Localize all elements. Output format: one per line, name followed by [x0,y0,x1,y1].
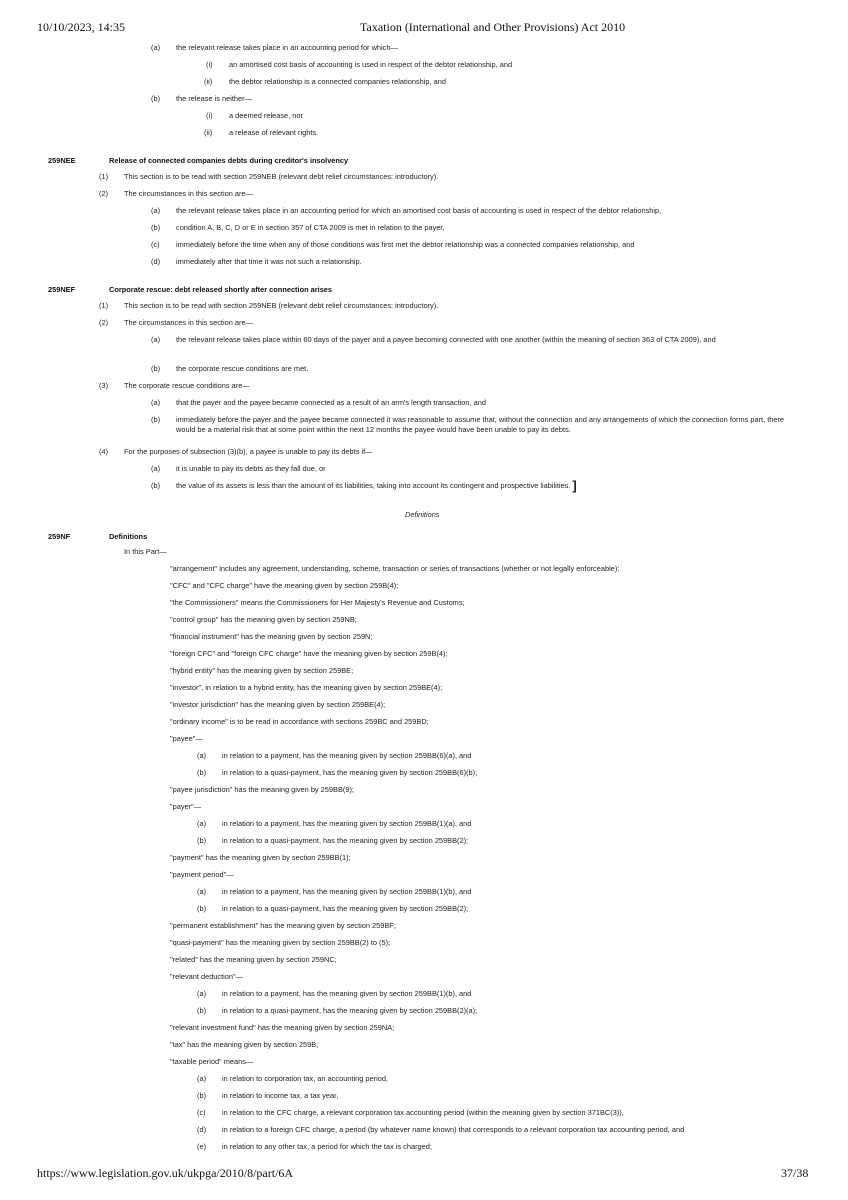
list-num: (b) [197,1006,207,1015]
list-num: (b) [197,768,207,777]
list-num: (a) [197,751,207,760]
subsection-text: The circumstances in this section are— [124,318,253,327]
subsection-num: (2) [99,189,109,198]
list-num: (i) [206,60,213,69]
list-text: the relevant release takes place in an accounting period for which an amortised cost basis of accounting is used in respect of the debtor relationship, [176,206,662,215]
list-text: in relation to the CFC charge, a relevant corporation tax accounting period (within the meaning given by section 371BC(3)), [222,1108,624,1117]
subsection-text: The corporate rescue conditions are— [124,381,250,390]
definition: "payment period"— [170,870,234,879]
page-number: 37/38 [781,1166,809,1180]
subsection-text: This section is to be read with section 259NEB (relevant debt relief circumstances: introductory). [124,301,439,310]
subsection-num: (1) [99,172,109,181]
list-num: (a) [151,43,161,52]
list-text: in relation to corporation tax, an accounting period, [222,1074,388,1083]
list-text: in relation to a quasi-payment, has the meaning given by section 259BB(2)(a); [222,1006,478,1015]
list-text: condition A, B, C, D or E in section 357 of CTA 2009 is met in relation to the payer, [176,223,445,232]
list-text: in relation to a quasi-payment, has the meaning given by section 259BB(6)(b); [222,768,478,777]
list-num: (b) [151,223,161,232]
definition: "taxable period" means— [170,1057,254,1066]
list-num: (a) [197,887,207,896]
section-title: Corporate rescue: debt released shortly after connection arises [109,285,333,294]
subsection-text: For the purposes of subsection (3)(b), a payee is unable to pay its debts if— [124,447,373,456]
list-num: (c) [151,240,160,249]
list-text: a release of relevant rights. [229,128,319,137]
definition: "payee jurisdiction" has the meaning given by 259BB(9); [170,785,354,794]
crossheading: Definitions [405,510,440,519]
list-text: in relation to a quasi-payment, has the meaning given by section 259BB(2); [222,836,469,845]
subsection-num: (2) [99,318,109,327]
list-num: (b) [197,904,207,913]
subsection-num: (3) [99,381,109,390]
list-num: (a) [197,1074,207,1083]
section-number: 259NEE [48,156,76,165]
definition: "related" has the meaning given by section 259NC; [170,955,337,964]
list-text: the corporate rescue conditions are met. [176,364,309,373]
list-text: the relevant release takes place within 60 days of the payer and a payee becoming connected with one another (within the meaning of section 363 of CTA 2009), and [176,335,716,344]
print-datetime: 10/10/2023, 14:35 [37,20,126,34]
section-title: Definitions [109,532,148,541]
definition: "arrangement" includes any agreement, understanding, scheme, transaction or series of transactions (whether or not legally enforceable); [170,564,620,573]
list-text: in relation to a foreign CFC charge, a period (by whatever name known) that corresponds to a relevant corporation tax accounting period, and [222,1125,685,1134]
list-num: (b) [197,1091,207,1100]
definition: "relevant investment fund" has the meaning given by section 259NA; [170,1023,395,1032]
definition: "financial instrument" has the meaning given by section 259N; [170,632,373,641]
list-text: an amortised cost basis of accounting is used in respect of the debtor relationship, and [229,60,513,69]
section-number: 259NF [48,532,71,541]
page-url[interactable]: https://www.legislation.gov.uk/ukpga/2010/8/part/6A [37,1166,294,1180]
list-num: (c) [197,1108,206,1117]
page-title: Taxation (International and Other Provisions) Act 2010 [360,20,626,34]
list-text: the debtor relationship is a connected companies relationship, and [229,77,446,86]
list-text: in relation to a payment, has the meaning given by section 259BB(1)(a), and [222,819,472,828]
subsection-text: This section is to be read with section 259NEB (relevant debt relief circumstances: introductory). [124,172,439,181]
list-text: that the payer and the payee became connected as a result of an arm's length transaction, and [176,398,486,407]
section-title: Release of connected companies debts during creditor's insolvency [109,156,349,165]
list-num: (b) [151,94,161,103]
definition: "payer"— [170,802,202,811]
list-num: (d) [197,1125,207,1134]
list-num: (b) [197,836,207,845]
list-num: (a) [151,206,161,215]
list-text-with-bracket [176,478,577,493]
list-text: in relation to a payment, has the meaning given by section 259BB(6)(a), and [222,751,472,760]
list-num: (b) [151,415,161,424]
definition: "foreign CFC" and "foreign CFC charge" have the meaning given by section 259B(4); [170,649,448,658]
list-text: immediately before the time when any of those conditions was first met the debtor relationship was a connected companies relationship, and [176,240,635,249]
list-text: it is unable to pay its debts as they fall due, or [176,464,326,473]
subsection-num: (4) [99,447,109,456]
definition: "payee"— [170,734,203,743]
amendment-close-bracket: ] [572,478,577,493]
list-num: (b) [151,364,161,373]
list-num: (a) [151,335,161,344]
definition: "investor jurisdiction" has the meaning given by section 259BE(4); [170,700,386,709]
definition: "the Commissioners" means the Commissioners for Her Majesty's Revenue and Customs; [170,598,465,607]
list-num: (ii) [204,128,213,137]
list-num: (a) [197,989,207,998]
subsection-num: (1) [99,301,109,310]
list-text: a deemed release, nor [229,111,303,120]
definition: "hybrid entity" has the meaning given by section 259BE; [170,666,354,675]
list-num: (a) [197,819,207,828]
list-num: (ii) [204,77,213,86]
definition: "payment" has the meaning given by section 259BB(1); [170,853,351,862]
definition: "control group" has the meaning given by section 259NB; [170,615,357,624]
list-text: immediately before the payer and the payee became connected it was reasonable to assume that, without the connection and any arrangements of which the connection forms part, there would be a material risk that at some point within the next 12 months the payee would have been unable to pay its debts. [176,415,785,434]
definitions-intro: In this Part— [124,547,167,556]
definition: "quasi-payment" has the meaning given by section 259BB(2) to (5); [170,938,391,947]
list-text: the release is neither— [176,94,252,103]
list-text: the relevant release takes place in an accounting period for which— [176,43,398,52]
list-num: (a) [151,398,161,407]
definition: "relevant deduction"— [170,972,244,981]
definition: "investor", in relation to a hybrid entity, has the meaning given by section 259BE(4); [170,683,443,692]
list-text: the value of its assets is less than the amount of its liabilities, taking into account its contingent and prospective liabilities. [176,481,571,490]
list-num: (d) [151,257,161,266]
list-num: (a) [151,464,161,473]
list-text: in relation to a payment, has the meaning given by section 259BB(1)(b), and [222,887,472,896]
list-text: in relation to a quasi-payment, has the meaning given by section 259BB(2); [222,904,469,913]
list-text: in relation to income tax, a tax year, [222,1091,339,1100]
definition: "permanent establishment" has the meaning given by section 259BF; [170,921,396,930]
list-num: (i) [206,111,213,120]
section-number: 259NEF [48,285,76,294]
definition: "ordinary income" is to be read in accordance with sections 259BC and 259BD; [170,717,429,726]
list-text: in relation to any other tax, a period for which the tax is charged; [222,1142,432,1151]
subsection-text: The circumstances in this section are— [124,189,253,198]
list-num: (b) [151,481,161,490]
list-text: immediately after that time it was not such a relationship. [176,257,362,266]
definition: "CFC" and "CFC charge" have the meaning given by section 259B(4); [170,581,399,590]
list-num: (e) [197,1142,207,1151]
definition: "tax" has the meaning given by section 259B; [170,1040,319,1049]
list-text: in relation to a payment, has the meaning given by section 259BB(1)(b), and [222,989,472,998]
